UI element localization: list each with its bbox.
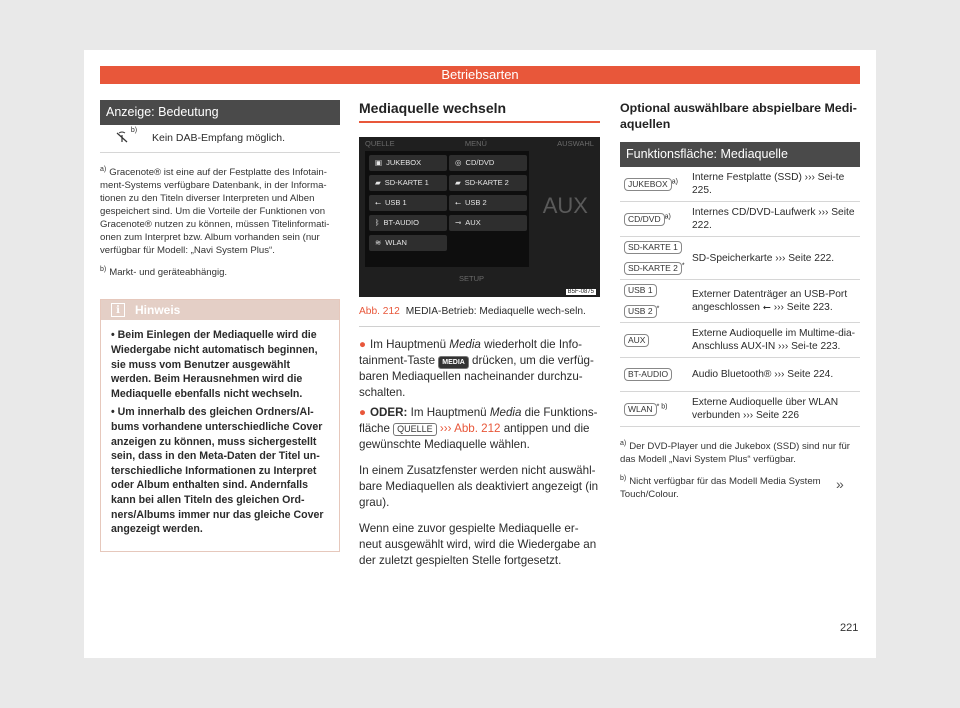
note-box xyxy=(100,299,340,551)
page-number: 221 xyxy=(840,622,859,634)
footnote-mark: b) xyxy=(130,127,138,134)
source-button: ⭠ USB 2 xyxy=(449,195,527,211)
continue-mark: » xyxy=(836,476,844,492)
sd-card-icon: ▰ xyxy=(455,178,461,187)
table-row: WLAN $^{* b)}$ Externe Audioquelle über WLAN verbunden ››› Seite 226 xyxy=(620,392,860,427)
middle-column xyxy=(359,100,600,569)
figure-code: B5F-0875 xyxy=(567,289,594,295)
table-title: Anzeige: Bedeutung xyxy=(100,100,340,125)
source-button: ⭠ USB 1 xyxy=(369,195,447,211)
sd-card-icon: ▰ xyxy=(375,178,381,187)
table-row: CD/DVD $^{a)}$ Internes CD/DVD-Laufwerk ››› Seite 222. xyxy=(620,202,860,237)
wlan-icon: ≋ xyxy=(375,238,382,247)
media-screen-figure xyxy=(359,137,600,297)
table-row: BT-AUDIO Audio Bluetooth® ››› Seite 224. xyxy=(620,358,860,392)
tab-auswahl: AUSWAHL xyxy=(557,139,594,148)
key-sd-karte-2: SD-KARTE 2 xyxy=(624,262,682,275)
table-row: JUKEBOX $^{a)}$ Interne Festplatte (SSD) ››› Sei-te 225. xyxy=(620,167,860,202)
table-row: SD-KARTE 1 SD-KARTE 2 * SD-Speicherkarte ››› Seite 222. xyxy=(620,237,860,280)
source-button: ≋ WLAN xyxy=(369,235,447,251)
quelle-key: QUELLE xyxy=(393,423,437,436)
source-button: ▰ SD-KARTE 2 xyxy=(449,175,527,191)
source-button: ᛒ BT-AUDIO xyxy=(369,215,447,231)
key-cd-dvd: CD/DVD xyxy=(624,213,665,226)
table-row xyxy=(100,125,340,153)
footnote: $^{b)}$ Nicht verfügbar für das Modell Media System Touch/Colour. xyxy=(620,475,821,501)
footnote: $^{b)}$ Markt- und geräteabhängig. xyxy=(100,266,228,279)
left-column xyxy=(100,100,340,552)
note-item: • Beim Einlegen der Mediaquelle wird die Wiedergabe nicht automatisch beginnen, sie muss vom Benutzer ausgewählt werden. Beim Herausnehmen wird die Mediaquelle ebenfalls nicht wechseln. xyxy=(111,329,318,400)
key-aux: AUX xyxy=(624,334,649,347)
note-header xyxy=(101,300,339,320)
note-title: Hinweis xyxy=(135,303,181,318)
table-title: Funktionsfläche: Mediaquelle xyxy=(620,142,860,167)
figure-caption: Abb. 212 MEDIA-Betrieb: Mediaquelle wech-seln. xyxy=(359,305,600,327)
source-button: ⊸ AUX xyxy=(449,215,527,231)
key-sd-karte-1: SD-KARTE 1 xyxy=(624,241,682,254)
footnote: $^{a)}$ Der DVD-Player und die Jukebox (SSD) sind nur für das Modell „Navi System Plus“ verfügbar. xyxy=(620,440,850,466)
usb-icon: ⭠ xyxy=(455,198,461,207)
section-header: Betriebsarten xyxy=(100,66,860,84)
paragraph: ● ODER: Im Hauptmenü Media die Funktions-fläche QUELLE ››› Abb. 212 antippen und die gewünschte Mediaquelle wählen. xyxy=(359,406,598,451)
current-source-label: AUX xyxy=(542,193,588,218)
no-signal-antenna-icon xyxy=(115,131,129,143)
source-button: ▰ SD-KARTE 1 xyxy=(369,175,447,191)
key-jukebox: JUKEBOX xyxy=(624,178,672,191)
paragraph: Wenn eine zuvor gespielte Mediaquelle er-neut ausgewählt wird, wird die Wiedergabe an der zuletzt gespielten Stelle fortgesetzt. xyxy=(359,522,597,567)
table-row: USB 1 USB 2 * Externer Datenträger an USB-Port angeschlossen ⭠ ››› Seite 223. xyxy=(620,280,860,323)
bluetooth-icon: ᛒ xyxy=(375,218,380,227)
paragraph: In einem Zusatzfenster werden nicht auswähl-bare Mediaquellen als deaktiviert angezeigt (in grau). xyxy=(359,464,599,509)
key-wlan: WLAN xyxy=(624,403,657,416)
info-icon: i xyxy=(111,303,125,317)
row-text: Kein DAB-Empfang möglich. xyxy=(152,132,286,144)
key-usb-2: USB 2 xyxy=(624,305,657,318)
note-item: • Um innerhalb des gleichen Ordners/Al-bums vorhandene unterschiedliche Cover anzeigen zu können, muss sichergestellt sein, dass in den Meta-Daten der Titel un-terschiedliche Informationen zu Interpret oder Album enthalten sind. Andernfalls kann bei allen Titeln des gleichen Ord-ners/Albums immer nur das gleiche Cover angezeigt werden. xyxy=(111,406,324,536)
table-row: AUX Externe Audioquelle im Multime-dia-Anschluss AUX-IN ››› Sei-te 223. xyxy=(620,323,860,358)
source-button: ▣ JUKEBOX xyxy=(369,155,447,171)
paragraph: ● Im Hauptmenü Media wiederholt die Info-tainment-Taste MEDIA drücken, um die verfüg-baren Mediaquellen nacheinander durchzu-schalten. xyxy=(359,338,594,399)
tab-menu: MENÜ xyxy=(464,139,487,148)
key-usb-1: USB 1 xyxy=(624,284,657,297)
section-title: Mediaquelle wechseln xyxy=(359,100,600,123)
figure-ref: ››› Abb. 212 xyxy=(436,422,501,435)
right-column xyxy=(620,100,860,501)
tab-quelle: QUELLE xyxy=(365,139,395,148)
aux-icon: ⊸ xyxy=(455,218,462,227)
setup-label: SETUP xyxy=(459,274,485,283)
source-button: ◎ CD/DVD xyxy=(449,155,527,171)
section-subtitle: Optional auswählbare abspielbare Medi-aquellen xyxy=(620,101,857,131)
disc-icon: ◎ xyxy=(455,158,462,167)
usb-icon: ⭠ xyxy=(375,198,381,207)
footnote: $^{a)}$ Gracenote® ist eine auf der Festplatte des Infotain-ment-Systems verfügbare Datenbank, in der Informa-tionen zu den Titeln diverser Interpreten und Alben gespeichert sind. Um die Vorteile der Funktionen von Gracenote® nutzen zu können, müssen Titelinformati-onen zum Interpret bzw. Album vorhanden sein (nur verfügbar für Modell: „Navi System Plus“. xyxy=(100,166,330,257)
media-key: MEDIA xyxy=(438,356,469,369)
key-bt-audio: BT-AUDIO xyxy=(624,368,672,381)
jukebox-icon: ▣ xyxy=(375,158,383,167)
